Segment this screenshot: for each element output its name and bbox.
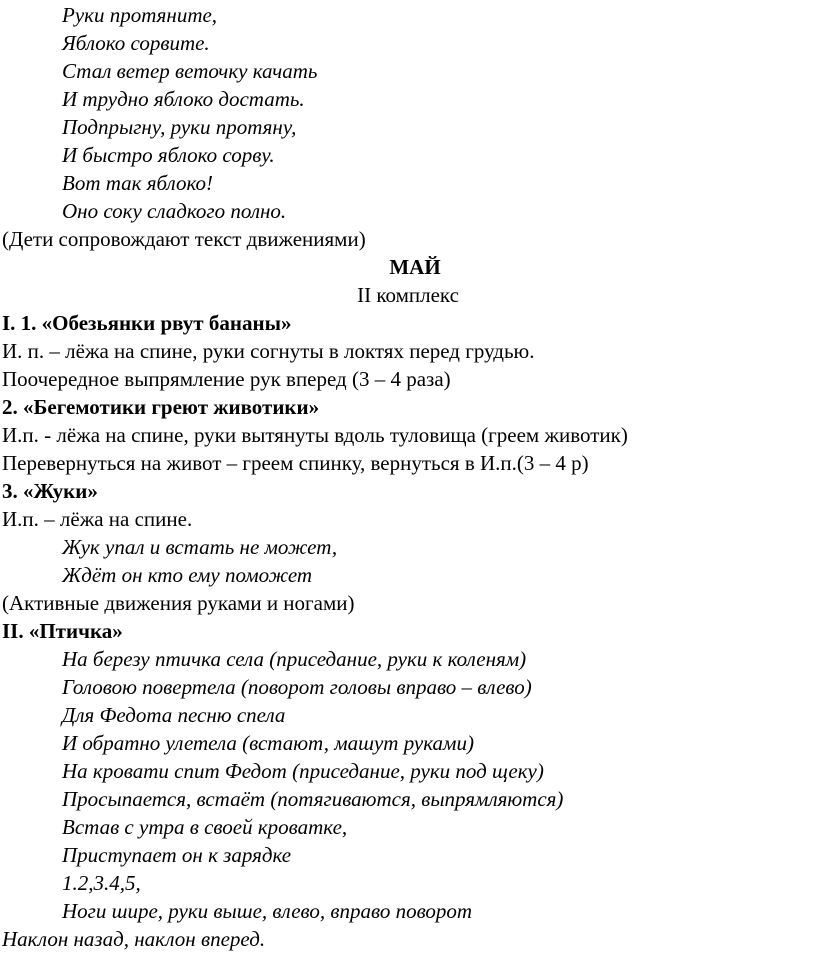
exercise-title: II. «Птичка»	[2, 619, 123, 643]
month-heading: МАЙ	[389, 255, 441, 279]
poem-line: Яблоко сорвите.	[62, 31, 210, 55]
poem-line: Приступает он к зарядке	[62, 843, 292, 867]
poem-line: Жук упал и встать не может,	[62, 535, 338, 559]
poem-line: На березу птичка села (приседание, руки к коленям)	[62, 647, 527, 671]
note-text: (Дети сопровождают текст движениями)	[2, 227, 366, 251]
poem-line: Головою повертела (поворот головы вправо – влево)	[62, 675, 532, 699]
exercise-title: 2. «Бегемотики греют животики»	[2, 395, 320, 419]
exercise-text: И.п. – лёжа на спине.	[2, 507, 193, 531]
poem-line: Наклон назад, наклон вперед.	[2, 927, 266, 951]
poem-line: Подпрыгну, руки протяну,	[62, 115, 297, 139]
exercise-text: И. п. – лёжа на спине, руки согнуты в локтях перед грудью.	[2, 339, 535, 363]
exercise-text: И.п. - лёжа на спине, руки вытянуты вдоль туловища (греем животик)	[2, 423, 628, 447]
exercise-title: 3. «Жуки»	[2, 479, 98, 503]
poem-line: Для Федота песню спела	[62, 703, 286, 727]
poem-line: Ноги шире, руки выше, влево, вправо поворот	[62, 899, 473, 923]
poem-line: На кровати спит Федот (приседание, руки под щеку)	[62, 759, 544, 783]
note-text: (Активные движения руками и ногами)	[2, 591, 355, 615]
complex-subheading: II комплекс	[357, 283, 459, 307]
poem-line: Вот так яблоко!	[62, 171, 213, 195]
poem-line: Встав с утра в своей кроватке,	[62, 815, 348, 839]
poem-line: 1.2,3.4,5,	[62, 871, 141, 895]
poem-line: Оно соку сладкого полно.	[62, 199, 287, 223]
exercise-title: I. 1. «Обезьянки рвут бананы»	[2, 311, 292, 335]
poem-line: Стал ветер веточку качать	[62, 59, 318, 83]
poem-line: И быстро яблоко сорву.	[62, 143, 275, 167]
exercise-text: Перевернуться на живот – греем спинку, вернуться в И.п.(3 – 4 р)	[2, 451, 589, 475]
poem-line: И обратно улетела (встают, машут руками)	[62, 731, 474, 755]
poem-line: И трудно яблоко достать.	[62, 87, 305, 111]
poem-line: Руки протяните,	[62, 3, 218, 27]
exercise-text: Поочередное выпрямление рук вперед (3 – 4 раза)	[2, 367, 451, 391]
poem-line: Просыпается, встаёт (потягиваются, выпрямляются)	[62, 787, 564, 811]
poem-line: Ждёт он кто ему поможет	[62, 563, 313, 587]
